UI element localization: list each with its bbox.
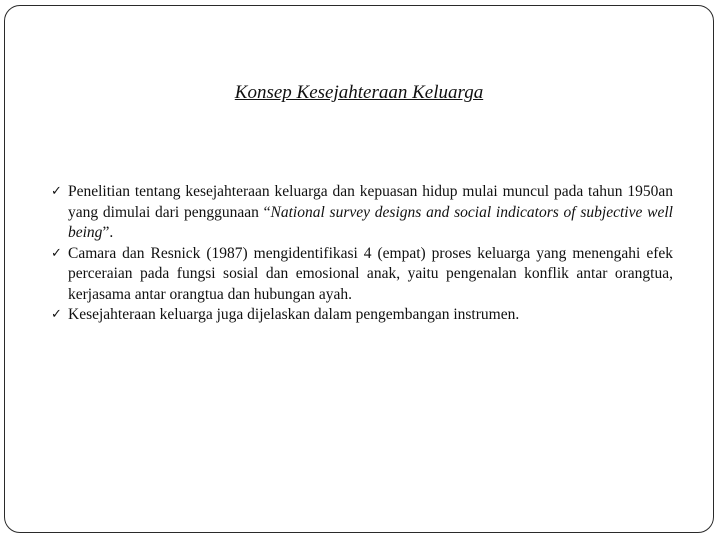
bullet-item-3 — [51, 305, 673, 326]
checkmark-icon: ✓ — [51, 245, 62, 261]
checkmark-icon: ✓ — [51, 184, 62, 199]
bullet-2-text: Camara dan Resnick (1987) mengidentifikasi 4 (empat) proses keluarga yang menengahi efek perceraian pada fungsi sosial dan emosional anak, yaitu pengenalan konflik antar orangtua, kerjasama antar orangtua dan hubungan ayah. — [68, 244, 673, 303]
bullet-1-text-end: ”. — [102, 224, 114, 241]
slide-frame — [4, 5, 714, 533]
bullet-list — [51, 182, 673, 326]
bullet-1-text: Penelitian tentang kesejahteraan keluarga dan kepuasan hidup mulai muncul pada tahun 1950an yang dimulai dari penggunaan “ — [68, 183, 673, 221]
bullet-1-italic-text: National survey designs and social indicators of subjective well being — [68, 203, 673, 241]
bullet-3-text: Kesejahteraan keluarga juga dijelaskan dalam pengembangan instrumen. — [68, 306, 520, 323]
checkmark-icon: ✓ — [51, 307, 62, 322]
bullet-item-1 — [51, 182, 673, 244]
slide-title: Konsep Kesejahteraan Keluarga — [234, 82, 484, 103]
bullet-item-2 — [51, 244, 673, 306]
